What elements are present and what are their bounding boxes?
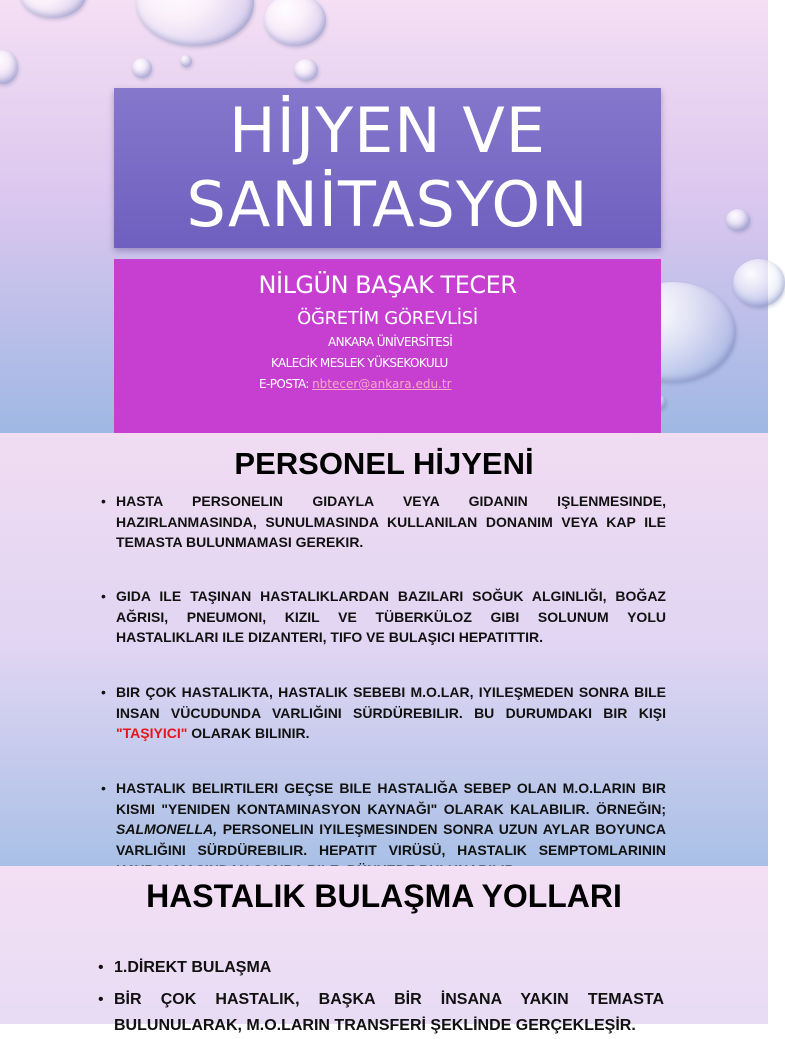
water-drop-icon — [0, 50, 18, 84]
title-slide — [0, 0, 768, 433]
highlighted-term: "TAŞIYICI" — [116, 725, 188, 741]
slide-heading: PERSONEL HİJYENİ — [234, 446, 534, 481]
slide-title: HİJYEN VE SANİTASYON — [186, 94, 589, 241]
water-drop-icon — [132, 58, 152, 78]
transmission-routes-slide — [0, 866, 768, 1034]
water-drop-icon — [180, 55, 192, 67]
water-drop-icon — [294, 59, 318, 81]
university-name: ANKARA ÜNİVERSİTESİ — [328, 335, 453, 349]
slide-heading: HASTALIK BULAŞMA YOLLARI — [146, 878, 622, 914]
water-drop-icon — [726, 209, 750, 231]
water-drop-icon — [136, 0, 254, 46]
email-link[interactable]: nbtecer@ankara.edu.tr — [312, 377, 452, 391]
italic-term: SALMONELLA, — [116, 821, 218, 837]
bullet-text: HASTALIK BELIRTILERI GEÇSE BILE HASTALIĞA SEBEP OLAN M.O.LARIN BIR KISMI "YENIDEN KONTAMINASYON KAYNAĞI" OLARAK KALABILIR. ÖRNEĞIN; — [116, 780, 666, 817]
personal-hygiene-slide — [0, 433, 768, 866]
bullet-text: OLARAK BILINIR. — [187, 725, 310, 741]
email-line — [259, 377, 452, 391]
author-role: ÖĞRETİM GÖREVLİSİ — [297, 308, 478, 329]
bullet-text: PERSONELIN IYILEŞMESINDEN SONRA UZUN AYLAR BOYUNCA VARLIĞINI SÜRDÜREBILIR. HEPATIT VIRÜSÜ, HASTALIK SEMPTOMLARININ — [116, 821, 666, 858]
author-info-box — [114, 259, 661, 433]
school-name: KALECİK MESLEK YÜKSEKOKULU — [271, 356, 448, 370]
list-item: • 1.DİREKT BULAŞMA — [114, 955, 664, 981]
water-drop-icon — [20, 0, 86, 18]
bullet-text: BIR ÇOK HASTALIKTA, HASTALIK SEBEBI M.O.LAR, IYILEŞMEDEN SONRA BILE INSAN VÜCUDUNDA VARLIĞINI SÜRDÜREBILIR. BU DURUMDAKI BIR KIŞI — [116, 684, 666, 721]
water-drop-icon — [264, 0, 326, 46]
water-drop-icon — [733, 259, 785, 307]
list-item — [116, 682, 666, 744]
email-label: E-POSTA: — [259, 377, 313, 391]
list-item: • HASTA PERSONELIN GIDAYLA VEYA GIDANIN IŞLENMESINDE, HAZIRLANMASINDA, SUNULMASINDA KULLANILAN DONANIM VEYA KAP ILE TEMASTA BULUNMAMASI GEREKIR. — [116, 491, 666, 553]
list-item: • GIDA ILE TAŞINAN HASTALIKLARDAN BAZILARI SOĞUK ALGINLIĞI, BOĞAZ AĞRISI, PNEUMONI, KIZIL VE TÜBERKÜLOZ GIBI SOLUNUM YOLU HASTALIKLARI ILE DIZANTERI, TIFO VE BULAŞICI HEPATITTIR. — [116, 586, 666, 648]
author-name: NİLGÜN BAŞAK TECER — [258, 271, 517, 299]
title-box — [114, 88, 661, 248]
list-item: • BİR ÇOK HASTALIK, BAŞKA BİR İNSANA YAKIN TEMASTA BULUNULARAK, M.O.LARIN TRANSFERİ ŞEKLİNDE GERÇEKLEŞİR. — [114, 987, 664, 1039]
